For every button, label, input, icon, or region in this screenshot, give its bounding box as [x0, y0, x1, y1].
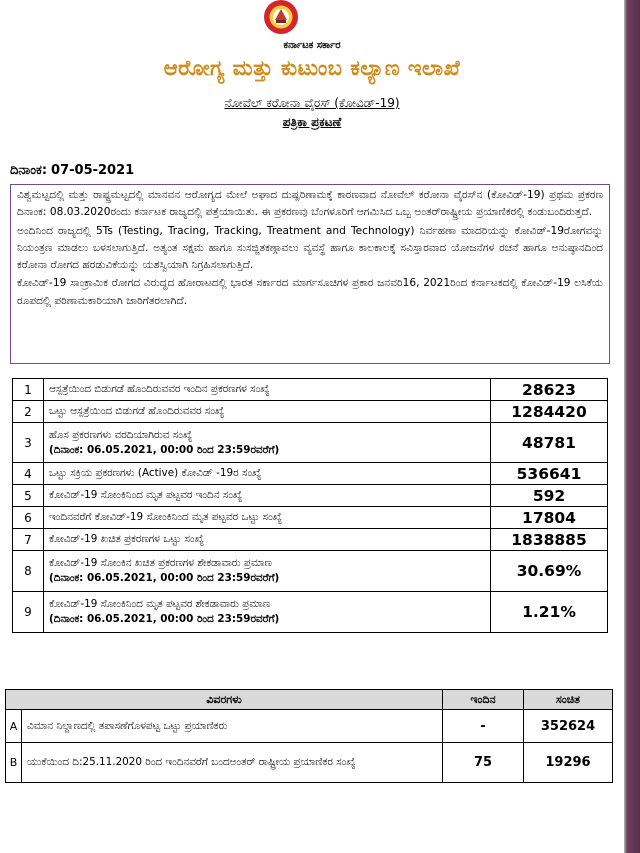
- row-value: 30.69%: [491, 551, 608, 592]
- intro-paragraph: ವಿಶ್ವಮಟ್ಟದಲ್ಲಿ ಮತ್ತು ರಾಷ್ಟ್ರಮಟ್ಟದಲ್ಲಿ ಮಾನವನ ಆರೋಗ್ಯದ ಮೇಲೆ ಅಘಾದ ದುಷ್ಪರಿಣಾಮಕ್ಕೆ ಕಾರಣವಾದ ನೋವೆಲ್ ಕರೋನಾ ವೈರಸ್‌ನ (ಕೋವಿಡ್-19) ಪ್ರಥಮ ಪ್ರಕರಣ ದಿನಾಂಕ: 08.03.2020ರಂದು ಕರ್ನಾಟಕ ರಾಜ್ಯದಲ್ಲಿ ಪತ್ತೆಯಾಯಿತು. ಈ ಪ್ರಕರಣವು ಬೆಂಗಳೂರಿಗೆ ಆಗಮಿಸಿದ ಒಬ್ಬ ಅಂತರ್‌ರಾಷ್ಟ್ರೀಯ ಪ್ರಯಾಣಿಕರಲ್ಲಿ ಕಂಡುಬಂದಿರುತ್ತದೆ.: [17, 189, 603, 219]
- table-row: [13, 463, 608, 485]
- row-letter: B: [6, 743, 22, 783]
- row-today-value: -: [443, 710, 524, 743]
- row-description-text: ಕೋವಿಡ್-19 ಸೋಂಕಿನಿಂದ ಮೃತ ಪಟ್ಟವರ ಶೇಕಡಾವಾರು ಪ್ರಮಾಣ: [49, 598, 271, 610]
- intro-paragraph: ಕೋವಿಡ್-19 ಸಾಂಕ್ರಾಮಿಕ ರೋಗದ ವಿರುದ್ಧದ ಹೋರಾಟದಲ್ಲಿ ಭಾರತ ಸರ್ಕಾರದ ಮಾರ್ಗಸೂಚಿಗಳ ಪ್ರಕಾರ ಜನವರಿ16, 2021ರಿಂದ ಕರ್ನಾಟಕದಲ್ಲಿ ಕೋವಿಡ್-19 ಲಸಿಕೆಯ ರೂಪದಲ್ಲಿ ಪರಿಣಾಮಕಾರಿಯಾಗಿ ಜಾರಿಗೆತರಲಾಗಿದೆ.: [17, 277, 603, 307]
- statistics-table: [12, 378, 608, 633]
- subject-line: ನೋವೆಲ್ ಕರೋನಾ ವೈರಸ್ (ಕೋವಿಡ್-19): [224, 96, 400, 110]
- row-description: ಯುಕೆಯಿಂದ ದಿ:25.11.2020 ರಿಂದ ಇಂದಿನವರೆಗೆ ಬಂದಅಂತರ್ ರಾಷ್ಟ್ರೀಯ ಪ್ರಯಾಣಿಕರ ಸಂಖ್ಯೆ: [22, 743, 443, 783]
- date-line: [10, 163, 138, 178]
- details-header-desc: ವಿವರಗಳು: [6, 690, 443, 710]
- row-date-note: (ದಿನಾಂಕ: 06.05.2021, 00:00 ರಿಂದ 23:59ರವರೆಗೆ): [49, 443, 280, 456]
- row-description-text: ಕೋವಿಡ್-19 ಖಚಿತ ಪ್ರಕರಣಗಳ ಒಟ್ಟು ಸಂಖ್ಯೆ: [49, 533, 204, 545]
- row-description-text: ಕೋವಿಡ್-19 ಸೋಂಕಿನಿಂದ ಮೃತ ಪಟ್ಟವರ ಇಂದಿನ ಸಂಖ್ಯೆ: [49, 489, 243, 501]
- intro-paragraph: ಅಂದಿನಿಂದ ರಾಜ್ಯದಲ್ಲಿ 5Ts (Testing, Tracing, Tracking, Treatment and Technology) ನಿರ್ವಹಣಾ ಮಾದರಿಯನ್ನು ಕೋವಿಡ್-19ರೋಗವನ್ನು ನಿಯಂತ್ರಣ ಮಾಡಲು ಬಳಸಲಾಗುತ್ತಿದೆ. ಅತ್ಯಂತ ಸಕ್ಷಮ ಹಾಗೂ ಸುಸಜ್ಜಿತಕಣ್ಗಾವಲು ವ್ಯವಸ್ಥೆ ಹಾಗೂ ಕಾಲಕಾಲಕ್ಕೆ ಸವಿಸ್ತಾರವಾದ ಯೋಜನೆಗಳ ರಚನೆ ಹಾಗೂ ಅನುಷ್ಠಾನದಿಂದ ಕರೋನಾ ರೋಗದ ಹರಡುವಿಕೆಯನ್ನು ಯಶಸ್ವಿಯಾಗಿ ನಿಗ್ರಹಿಸಲಾಗುತ್ತಿದೆ.: [17, 224, 603, 272]
- row-date-note: (ದಿನಾಂಕ: 06.05.2021, 00:00 ರಿಂದ 23:59ರವರೆಗೆ): [49, 613, 280, 625]
- row-number: 5: [13, 485, 44, 507]
- window-edge: [624, 0, 640, 853]
- details-table: [5, 689, 613, 783]
- government-name: ಕರ್ನಾಟಕ ಸರ್ಕಾರ: [283, 40, 341, 51]
- table-row: [6, 743, 613, 783]
- row-description: [44, 529, 491, 551]
- row-value: 592: [491, 485, 608, 507]
- karnataka-emblem-icon: [262, 0, 300, 38]
- row-number: 2: [13, 401, 44, 423]
- row-description: [44, 379, 491, 401]
- row-description-text: ಇಂದಿನವರೆಗೆ ಕೋವಿಡ್-19 ಸೋಂಕಿನಿಂದ ಮೃತ ಪಟ್ಟವರ ಒಟ್ಟು ಸಂಖ್ಯೆ: [49, 511, 283, 523]
- details-header-row: [6, 690, 613, 710]
- row-description: [44, 485, 491, 507]
- row-description-text: ಒಟ್ಟು ಸಕ್ರಿಯ ಪ್ರಕರಣಗಳು (Active) ಕೋವಿಡ್ -19ರ ಸಂಖ್ಯೆ: [49, 467, 262, 479]
- row-cumulative-value: 19296: [524, 743, 613, 783]
- row-letter: A: [6, 710, 22, 743]
- row-number: 6: [13, 507, 44, 529]
- row-description-text: ಒಟ್ಟು ಆಸ್ಪತ್ರೆಯಿಂದ ಬಿಡುಗಡೆ ಹೊಂದಿರುವವರ ಸಂಖ್ಯೆ: [49, 405, 225, 417]
- row-description: [44, 592, 491, 633]
- row-value: 1284420: [491, 401, 608, 423]
- table-row: [13, 507, 608, 529]
- row-value: 536641: [491, 463, 608, 485]
- department-title: ಆರೋಗ್ಯ ಮತ್ತು ಕುಟುಂಬ ಕಲ್ಯಾಣ ಇಲಾಖೆ: [163, 56, 461, 80]
- row-description-text: ಕೋವಿಡ್-19 ಸೋಂಕಿನ ಖಚಿತ ಪ್ರಕರಣಗಳ ಶೇಕಡಾವಾರು ಪ್ರಮಾಣ: [49, 557, 272, 569]
- row-number: 1: [13, 379, 44, 401]
- details-header-cumulative: ಸಂಚಿತ: [524, 690, 613, 710]
- table-row: [13, 379, 608, 401]
- row-description: [44, 551, 491, 592]
- row-value: 48781: [491, 423, 608, 463]
- row-description: [44, 423, 491, 463]
- row-value: 28623: [491, 379, 608, 401]
- row-cumulative-value: 352624: [524, 710, 613, 743]
- row-description: [44, 463, 491, 485]
- table-row: [13, 485, 608, 507]
- date-value: 07-05-2021: [51, 163, 135, 178]
- table-row: [6, 710, 613, 743]
- row-number: 7: [13, 529, 44, 551]
- table-row: [13, 592, 608, 633]
- press-release-title: ಪತ್ರಿಕಾ ಪ್ರಕಟಣೆ: [282, 115, 342, 129]
- details-header-today: ಇಂದಿನ: [443, 690, 524, 710]
- row-today-value: 75: [443, 743, 524, 783]
- row-description: ವಿಮಾನ ನಿಲ್ದಾಣದಲ್ಲಿ ತಪಾಸಣೆಗೊಳಪಟ್ಟ ಒಟ್ಟು ಪ್ರಯಾಣಿಕರು: [22, 710, 443, 743]
- row-value: 17804: [491, 507, 608, 529]
- date-label: ದಿನಾಂಕ:: [10, 163, 48, 178]
- row-description: [44, 507, 491, 529]
- row-value: 1838885: [491, 529, 608, 551]
- row-description: [44, 401, 491, 423]
- table-row: [13, 529, 608, 551]
- row-number: 3: [13, 423, 44, 463]
- row-date-note: (ದಿನಾಂಕ: 06.05.2021, 00:00 ರಿಂದ 23:59ರವರೆಗೆ): [49, 572, 280, 584]
- row-number: 8: [13, 551, 44, 592]
- table-row: [13, 423, 608, 463]
- row-number: 9: [13, 592, 44, 633]
- row-number: 4: [13, 463, 44, 485]
- table-row: [13, 401, 608, 423]
- row-value: 1.21%: [491, 592, 608, 633]
- table-row: [13, 551, 608, 592]
- row-description-text: ಆಸ್ಪತ್ರೆಯಿಂದ ಬಿಡುಗಡೆ ಹೊಂದಿರುವವರ ಇಂದಿನ ಪ್ರಕರಣಗಳ ಸಂಖ್ಯೆ: [49, 383, 270, 395]
- intro-box: [10, 184, 610, 364]
- row-description-text: ಹೊಸ ಪ್ರಕರಣಗಳು ವರದಿಯಾಗಿರುವ ಸಂಖ್ಯೆ: [49, 428, 193, 441]
